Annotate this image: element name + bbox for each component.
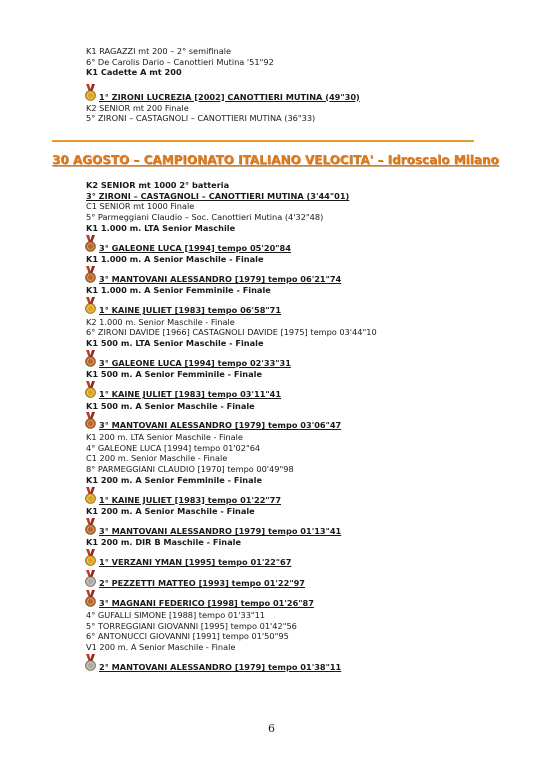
event-header: K1 200 m. A Senior Maschile - Finale — [86, 506, 255, 517]
result-line: V1 200 m. A Senior Maschile - Finale — [86, 642, 236, 652]
event-header: K1 200 m. A Senior Femminile - Finale — [86, 474, 262, 485]
event-header: K1 200 m. DIR B Maschile - Finale — [86, 537, 242, 548]
result-line: 8° PARMEGGIANI CLAUDIO [1970] tempo 00'49"98 — [86, 464, 294, 475]
medal-result-line: 2° MANTOVANI ALESSANDRO [1979] tempo 01'38"11 — [99, 661, 342, 672]
event-header: K1 1.000 m. LTA Senior Maschile — [86, 222, 236, 233]
medal-result-line: 3° GALEONE LUCA [1994] tempo 05'20"84 — [99, 242, 291, 253]
result-line: 4° GALEONE LUCA [1994] tempo 01'02"64 — [86, 442, 261, 453]
event-header: K1 1.000 m. A Senior Femminile - Finale — [86, 285, 271, 296]
result-line: C1 200 m. Senior Maschile - Finale — [86, 453, 228, 464]
event-header: K1 500 m. A Senior Maschile - Finale — [86, 400, 255, 411]
bronze-medal-icon — [85, 590, 96, 607]
event-header: K2 SENIOR mt 1000 2° batteria — [86, 180, 230, 190]
bronze-medal-icon — [85, 350, 96, 367]
event-header: K1 1.000 m. A Senior Maschile - Finale — [86, 254, 264, 265]
result-line: 6° ZIRONI DAVIDE [1966] CASTAGNOLI DAVIDE [1975] tempo 03'44"10 — [86, 327, 377, 338]
medal-result-line: 1° VERZANI YMAN [1995] tempo 01'22"67 — [99, 557, 292, 568]
gold-medal-icon — [85, 549, 96, 566]
bronze-medal-icon — [85, 235, 96, 252]
medal-result-line: 1° KAINE JULIET [1983] tempo 06'58"71 — [99, 305, 282, 316]
section-heading: 30 AGOSTO – CAMPIONATO ITALIANO VELOCITA' – Idroscalo Milano — [52, 153, 499, 167]
medal-result-line: 1° ZIRONI LUCREZIA [2002] CANOTTIERI MUTINA (49"30) — [99, 91, 360, 102]
medal-result-line: 3° GALEONE LUCA [1994] tempo 02'33"31 — [99, 357, 291, 368]
result-line: 5° TORREGGIANI GIOVANNI [1995] tempo 01'42"56 — [86, 620, 297, 631]
result-line: 6° ANTONUCCI GIOVANNI [1991] tempo 01'50"95 — [86, 631, 289, 642]
event-header: 3° ZIRONI – CASTAGNOLI – CANOTTIERI MUTINA (3'44"01) — [86, 190, 350, 201]
event-header: K1 500 m. LTA Senior Maschile - Finale — [86, 338, 264, 349]
gold-medal-icon — [85, 487, 96, 504]
gold-medal-icon — [85, 297, 96, 314]
silver-medal-icon — [85, 570, 96, 587]
result-line: K1 200 m. LTA Senior Maschile - Finale — [86, 432, 243, 442]
result-line: 4° GUFALLI SIMONE [1988] tempo 01'33"11 — [86, 609, 266, 620]
page-number: 6 — [268, 722, 275, 735]
gold-medal-icon — [85, 84, 96, 101]
medal-result-line: 1° KAINE JULIET [1983] tempo 03'11"41 — [99, 389, 282, 400]
event-header: K1 500 m. A Senior Femminile - Finale — [86, 369, 262, 380]
gold-medal-icon — [85, 381, 96, 398]
bronze-medal-icon — [85, 412, 96, 429]
result-line: K2 SENIOR mt 200 Finale — [86, 102, 189, 113]
silver-medal-icon — [85, 654, 96, 671]
medal-result-line: 3° MANTOVANI ALESSANDRO [1979] tempo 06'21"74 — [99, 273, 342, 284]
bronze-medal-icon — [85, 266, 96, 283]
result-line: K1 RAGAZZI mt 200 – 2° semifinale — [86, 46, 232, 56]
medal-result-line: 3° MANTOVANI ALESSANDRO [1979] tempo 01'13"41 — [99, 525, 342, 536]
medal-result-line: 1° KAINE JULIET [1983] tempo 01'22"77 — [99, 494, 282, 505]
medal-result-line: 3° MAGNANI FEDERICO [1998] tempo 01'26"87 — [99, 598, 314, 609]
section-divider — [52, 140, 474, 142]
bronze-medal-icon — [85, 518, 96, 535]
medal-result-line: 3° MANTOVANI ALESSANDRO [1979] tempo 03'06"47 — [99, 420, 342, 431]
result-line: 5° Parmeggiani Claudio – Soc. Canottieri Mutina (4'32"48) — [86, 212, 324, 223]
result-line: 6° De Carolis Dario – Canottieri Mutina '51"92 — [86, 56, 274, 67]
result-line: K2 1.000 m. Senior Maschile - Finale — [86, 316, 235, 327]
medal-result-line: 2° PEZZETTI MATTEO [1993] tempo 01'22"97 — [99, 577, 305, 588]
result-line: 5° ZIRONI – CASTAGNOLI – CANOTTIERI MUTINA (36"33) — [86, 113, 316, 123]
result-line: K1 Cadette A mt 200 — [86, 67, 182, 77]
result-line: C1 SENIOR mt 1000 Finale — [86, 201, 195, 212]
